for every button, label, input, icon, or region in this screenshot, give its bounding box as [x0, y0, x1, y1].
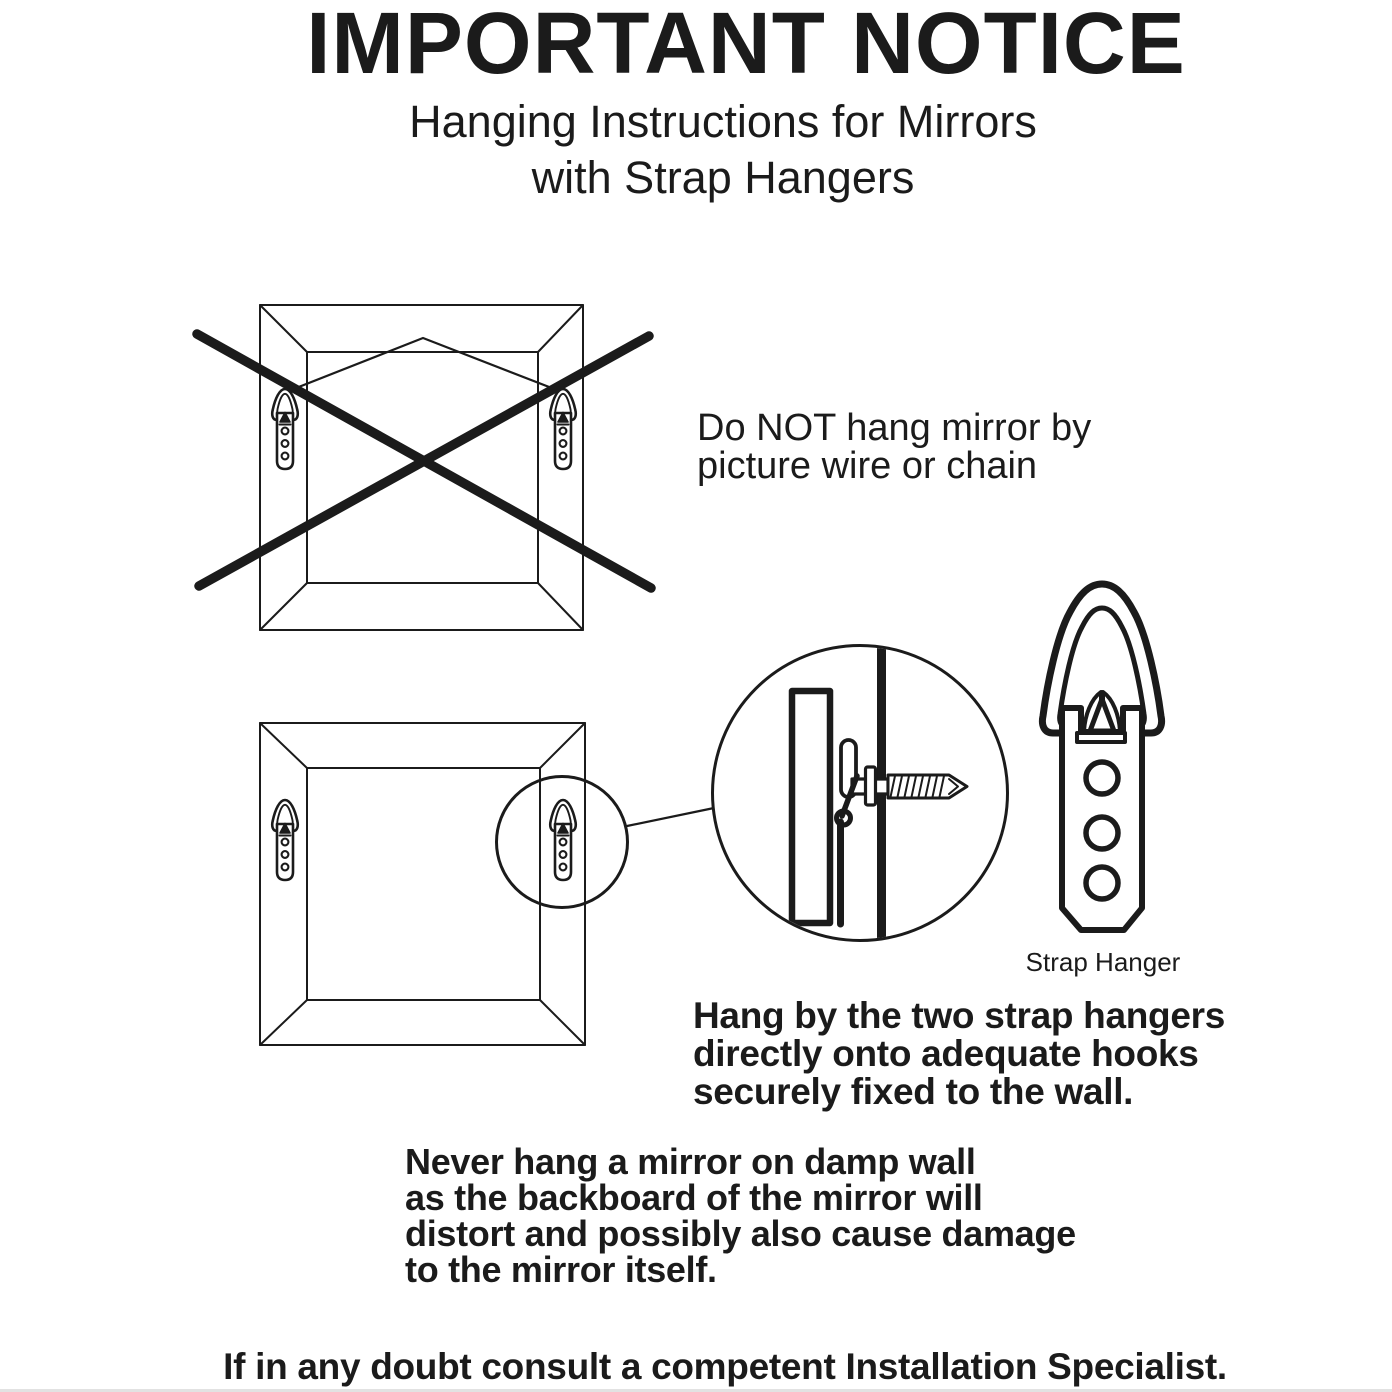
strap-hanger-icon [272, 389, 298, 469]
strap-hanger-label: Strap Hanger [1025, 947, 1181, 977]
caption-line: securely fixed to the wall. [693, 1071, 1134, 1112]
strap-hanger-icon [272, 800, 298, 880]
large-strap-hanger-icon [1042, 584, 1161, 930]
warning-line: Never hang a mirror on damp wall [405, 1141, 976, 1182]
do-not-caption [697, 407, 1092, 487]
caption-line: picture wire or chain [697, 444, 1038, 487]
frame-cross-section [792, 691, 830, 923]
subtitle-line: with Strap Hangers [531, 152, 915, 203]
consult-specialist-note: If in any doubt consult a competent Installation Specialist. [223, 1346, 1227, 1387]
wrong-method-diagram [197, 305, 651, 630]
page-subtitle [409, 94, 1037, 206]
caption-line: Hang by the two strap hangers [693, 995, 1225, 1036]
warning-line: to the mirror itself. [405, 1249, 717, 1290]
subtitle-line: Hanging Instructions for Mirrors [409, 96, 1037, 147]
caption-line: Do NOT hang mirror by [697, 407, 1092, 449]
mirror-frame-back-icon [260, 723, 585, 1045]
correct-method-diagram [260, 723, 714, 1045]
warning-line: distort and possibly also cause damage [405, 1213, 1076, 1254]
page-title: IMPORTANT NOTICE [306, 0, 1186, 92]
hook-detail-diagram [713, 646, 1008, 941]
damp-wall-warning [405, 1141, 1076, 1290]
strap-hanger-icon [550, 389, 576, 469]
caption-line: directly onto adequate hooks [693, 1033, 1199, 1074]
strap-hanger-icon [550, 800, 576, 880]
magnifier-connector-line [627, 808, 714, 826]
hang-by-caption [693, 997, 1225, 1111]
warning-line: as the backboard of the mirror will [405, 1177, 983, 1218]
